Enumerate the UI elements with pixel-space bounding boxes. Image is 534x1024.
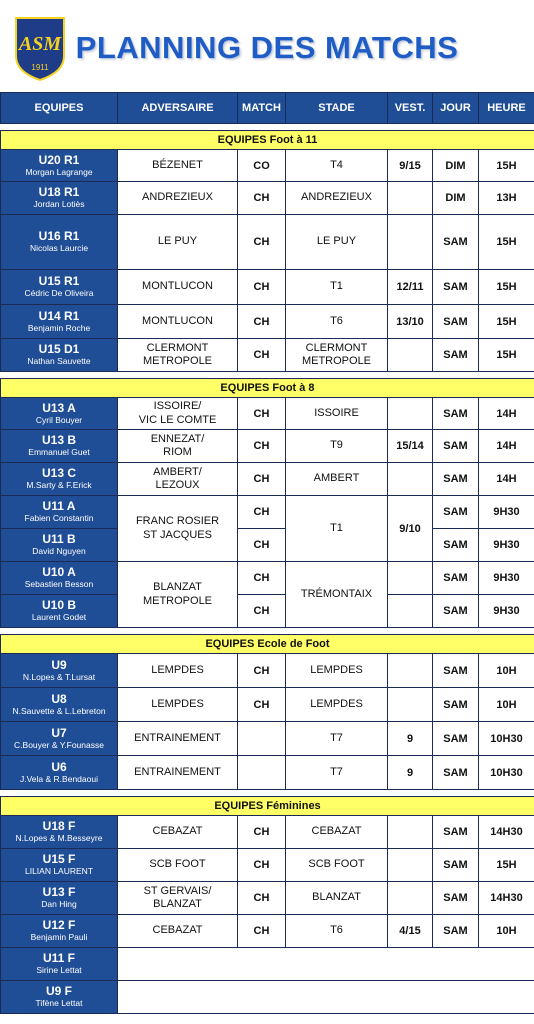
- match-type: CH: [238, 595, 286, 628]
- spacer: [1, 790, 534, 797]
- opponent-line: LEZOUX: [155, 479, 200, 491]
- opponent-cell: [118, 305, 238, 339]
- day-cell: SAM: [433, 562, 479, 595]
- opponent-cell: [118, 722, 238, 756]
- team-name: U10 B: [41, 598, 76, 613]
- team-cell: [1, 688, 118, 722]
- opponent-line: ST JACQUES: [143, 528, 212, 541]
- coach-name: N.Sauvette & L.Lebreton: [12, 705, 106, 716]
- stadium-line: T7: [330, 731, 343, 744]
- vest-cell: [388, 398, 433, 430]
- opponent-line: ENNEZAT/: [150, 432, 205, 445]
- opponent-cell: [118, 915, 238, 948]
- section-header: [1, 797, 534, 816]
- team-cell: [1, 270, 118, 305]
- stadium-line: T1: [330, 280, 343, 293]
- team-name: U11 B: [42, 532, 76, 547]
- table-row: [1, 150, 534, 182]
- team-name: U16 R1: [38, 229, 80, 244]
- vest-cell: 12/11: [388, 270, 433, 305]
- stadium-cell: [286, 215, 388, 270]
- vest-cell: [388, 595, 433, 628]
- col-match: MATCH: [238, 93, 286, 124]
- table-row: [1, 882, 534, 915]
- vest-cell: [388, 688, 433, 722]
- empty-cell: [118, 981, 534, 1014]
- page-header: [0, 0, 534, 92]
- day-cell: DIM: [433, 182, 479, 215]
- opponent-cell: [118, 496, 238, 562]
- opponent-line: MONTLUCON: [142, 314, 213, 327]
- spacer: [1, 372, 534, 379]
- match-type: CH: [238, 882, 286, 915]
- table-row: [1, 816, 534, 849]
- stadium-line: LEMPDES: [310, 697, 363, 710]
- coach-name: Benjamin Roche: [27, 322, 91, 333]
- match-type: CH: [238, 339, 286, 372]
- team-cell: [1, 849, 118, 882]
- stadium-line: BLANZAT: [312, 891, 361, 904]
- opponent-cell: [118, 849, 238, 882]
- table-row: [1, 595, 534, 628]
- team-name: U12 F: [42, 918, 76, 933]
- team-cell: [1, 722, 118, 756]
- opponent-line: METROPOLE: [142, 355, 213, 367]
- stadium-cell: [286, 562, 388, 628]
- stadium-line: LE PUY: [316, 235, 357, 248]
- table-row: [1, 182, 534, 215]
- team-cell: [1, 150, 118, 182]
- opponent-line: ISSOIRE/: [153, 400, 202, 413]
- opponent-line: BLANZAT: [153, 581, 202, 594]
- stadium-cell: [286, 496, 388, 562]
- opponent-cell: [118, 756, 238, 790]
- team-name: U13 A: [42, 400, 76, 415]
- opponent-line: ENTRAINEMENT: [134, 731, 221, 744]
- team-name: U6: [51, 759, 67, 774]
- opponent-cell: [118, 150, 238, 182]
- match-type: CH: [238, 688, 286, 722]
- team-cell: [1, 816, 118, 849]
- match-type: CH: [238, 305, 286, 339]
- time-cell: 9H30: [479, 595, 534, 628]
- coach-name: M.Sarty & F.Erick: [26, 480, 92, 491]
- section-title: EQUIPES Foot à 11: [1, 131, 534, 150]
- coach-name: Cyril Bouyer: [35, 414, 83, 425]
- coach-name: C.Bouyer & Y.Founasse: [14, 739, 104, 750]
- day-cell: SAM: [433, 915, 479, 948]
- opponent-cell: [118, 562, 238, 628]
- time-cell: 14H: [479, 463, 534, 496]
- stadium-line: T6: [330, 314, 343, 327]
- table-row: [1, 654, 534, 688]
- time-cell: 10H: [479, 654, 534, 688]
- team-name: U13 B: [41, 433, 76, 448]
- vest-cell: [388, 849, 433, 882]
- opponent-cell: [118, 688, 238, 722]
- table-row: [1, 756, 534, 790]
- vest-cell: [388, 463, 433, 496]
- stadium-cell: [286, 882, 388, 915]
- empty-cell: [118, 948, 534, 981]
- opponent-cell: [118, 430, 238, 463]
- stadium-cell: [286, 849, 388, 882]
- time-cell: 15H: [479, 339, 534, 372]
- stadium-cell: [286, 756, 388, 790]
- coach-name: Nathan Sauvette: [27, 356, 91, 367]
- stadium-cell: [286, 430, 388, 463]
- match-planning-table: [0, 92, 534, 1014]
- vest-cell: [388, 654, 433, 688]
- day-cell: SAM: [433, 756, 479, 790]
- stadium-cell: [286, 463, 388, 496]
- table-row: [1, 688, 534, 722]
- section-header: [1, 379, 534, 398]
- stadium-cell: [286, 305, 388, 339]
- table-row: [1, 305, 534, 339]
- team-cell: [1, 882, 118, 915]
- vest-cell: [388, 339, 433, 372]
- opponent-line: CEBAZAT: [152, 924, 203, 937]
- vest-cell: [388, 182, 433, 215]
- table-row: [1, 270, 534, 305]
- opponent-line: BLANZAT: [153, 898, 202, 910]
- opponent-line: MONTLUCON: [142, 280, 213, 293]
- team-name: U15 D1: [38, 342, 80, 357]
- team-name: U11 F: [42, 951, 75, 966]
- team-name: U10 A: [42, 565, 76, 580]
- coach-name: Benjamin Pauli: [30, 932, 88, 943]
- opponent-line: LE PUY: [157, 235, 198, 248]
- stadium-cell: [286, 915, 388, 948]
- opponent-cell: [118, 882, 238, 915]
- opponent-cell: [118, 654, 238, 688]
- day-cell: SAM: [433, 529, 479, 562]
- time-cell: 14H30: [479, 816, 534, 849]
- time-cell: 15H: [479, 215, 534, 270]
- opponent-line: CEBAZAT: [152, 825, 203, 838]
- time-cell: 15H: [479, 305, 534, 339]
- team-cell: [1, 654, 118, 688]
- time-cell: 14H30: [479, 882, 534, 915]
- stadium-line: CLERMONT: [305, 341, 368, 354]
- opponent-cell: [118, 398, 238, 430]
- vest-cell: 15/14: [388, 430, 433, 463]
- coach-name: David Nguyen: [32, 546, 86, 557]
- stadium-line: ANDREZIEUX: [301, 191, 372, 204]
- day-cell: SAM: [433, 215, 479, 270]
- opponent-line: LEMPDES: [151, 663, 204, 676]
- stadium-line: T7: [330, 765, 343, 778]
- time-cell: 14H: [479, 430, 534, 463]
- vest-cell: [388, 816, 433, 849]
- opponent-line: VIC LE COMTE: [138, 413, 217, 426]
- table-row: [1, 915, 534, 948]
- opponent-cell: [118, 339, 238, 372]
- team-cell: [1, 595, 118, 628]
- opponent-cell: [118, 182, 238, 215]
- coach-name: Cédric De Oliveira: [24, 288, 94, 299]
- opponent-line: ENTRAINEMENT: [134, 765, 221, 778]
- stadium-cell: [286, 398, 388, 430]
- stadium-cell: [286, 654, 388, 688]
- opponent-line: BÉZENET: [152, 158, 203, 171]
- table-row: [1, 981, 534, 1014]
- coach-name: N.Lopes & M.Besseyre: [15, 833, 103, 844]
- stadium-cell: [286, 339, 388, 372]
- stadium-line: T6: [330, 924, 343, 937]
- section-title: EQUIPES Féminines: [1, 797, 534, 816]
- team-cell: [1, 339, 118, 372]
- day-cell: SAM: [433, 816, 479, 849]
- day-cell: SAM: [433, 398, 479, 430]
- vest-cell: [388, 562, 433, 595]
- day-cell: SAM: [433, 496, 479, 529]
- opponent-cell: [118, 270, 238, 305]
- match-type: CH: [238, 915, 286, 948]
- opponent-cell: [118, 816, 238, 849]
- stadium-cell: [286, 182, 388, 215]
- match-type: [238, 756, 286, 790]
- match-type: CH: [238, 430, 286, 463]
- stadium-line: SCB FOOT: [308, 858, 365, 871]
- opponent-line: AMBERT/: [153, 465, 202, 478]
- match-type: CH: [238, 398, 286, 430]
- table-row: [1, 339, 534, 372]
- day-cell: DIM: [433, 150, 479, 182]
- team-cell: [1, 756, 118, 790]
- team-name: U18 F: [42, 819, 76, 834]
- col-equipes: EQUIPES: [1, 93, 118, 124]
- time-cell: 10H30: [479, 722, 534, 756]
- opponent-line: ANDREZIEUX: [142, 191, 213, 204]
- day-cell: SAM: [433, 882, 479, 915]
- stadium-line: T4: [330, 158, 343, 171]
- match-type: CH: [238, 270, 286, 305]
- team-cell: [1, 305, 118, 339]
- coach-name: N.Lopes & T.Lursat: [22, 671, 96, 682]
- vest-cell: [388, 882, 433, 915]
- time-cell: 9H30: [479, 562, 534, 595]
- coach-name: LILIAN LAURENT: [24, 866, 94, 877]
- match-type: CO: [238, 150, 286, 182]
- section-title: EQUIPES Foot à 8: [1, 379, 534, 398]
- opponent-line: METROPOLE: [142, 594, 213, 607]
- coach-name: Laurent Godet: [31, 612, 87, 623]
- team-name: U9: [51, 657, 67, 672]
- table-row: [1, 562, 534, 595]
- coach-name: Dan Hing: [41, 899, 77, 910]
- table-row: [1, 529, 534, 562]
- section-title: EQUIPES Ecole de Foot: [1, 635, 534, 654]
- day-cell: SAM: [433, 654, 479, 688]
- time-cell: 10H: [479, 915, 534, 948]
- match-type: CH: [238, 496, 286, 529]
- team-name: U20 R1: [38, 152, 80, 167]
- day-cell: SAM: [433, 339, 479, 372]
- day-cell: SAM: [433, 270, 479, 305]
- table-row: [1, 463, 534, 496]
- team-cell: [1, 915, 118, 948]
- match-type: CH: [238, 182, 286, 215]
- logo-year: 1911: [31, 63, 49, 72]
- stadium-line: T1: [330, 521, 343, 534]
- coach-name: Fabien Constantin: [24, 513, 94, 524]
- match-type: CH: [238, 562, 286, 595]
- time-cell: 9H30: [479, 529, 534, 562]
- team-name: U8: [51, 691, 67, 706]
- table-row: [1, 430, 534, 463]
- team-cell: [1, 215, 118, 270]
- team-name: U13 C: [41, 466, 76, 481]
- opponent-line: CLERMONT: [146, 341, 209, 354]
- col-jour: JOUR: [433, 93, 479, 124]
- section-header: [1, 635, 534, 654]
- coach-name: Jordan Lotiès: [33, 199, 85, 210]
- stadium-cell: [286, 722, 388, 756]
- team-name: U14 R1: [38, 308, 80, 323]
- stadium-line: LEMPDES: [310, 663, 363, 676]
- team-cell: [1, 430, 118, 463]
- stadium-line: CEBAZAT: [311, 825, 362, 838]
- table-row: [1, 948, 534, 981]
- team-name: U15 R1: [38, 274, 80, 289]
- opponent-cell: [118, 463, 238, 496]
- team-cell: [1, 496, 118, 529]
- coach-name: Emmanuel Guet: [28, 447, 90, 458]
- opponent-cell: [118, 215, 238, 270]
- day-cell: SAM: [433, 463, 479, 496]
- stadium-cell: [286, 688, 388, 722]
- vest-cell: 9/15: [388, 150, 433, 182]
- table-row: [1, 722, 534, 756]
- day-cell: SAM: [433, 688, 479, 722]
- table-row: [1, 398, 534, 430]
- vest-cell: 9: [388, 756, 433, 790]
- team-cell: [1, 981, 118, 1014]
- match-type: CH: [238, 463, 286, 496]
- team-cell: [1, 529, 118, 562]
- opponent-line: ST GERVAIS/: [143, 884, 212, 897]
- time-cell: 15H: [479, 270, 534, 305]
- vest-cell: 9: [388, 722, 433, 756]
- stadium-cell: [286, 270, 388, 305]
- stadium-cell: [286, 816, 388, 849]
- time-cell: 13H: [479, 182, 534, 215]
- stadium-cell: [286, 150, 388, 182]
- team-name: U18 R1: [38, 185, 80, 200]
- team-name: U7: [51, 725, 67, 740]
- stadium-line: TRÉMONTAIX: [300, 587, 373, 600]
- opponent-line: SCB FOOT: [149, 858, 206, 871]
- time-cell: 15H: [479, 849, 534, 882]
- logo-letters: ASM: [18, 33, 62, 55]
- opponent-line: FRANC ROSIER: [135, 515, 220, 528]
- time-cell: 15H: [479, 150, 534, 182]
- match-type: CH: [238, 529, 286, 562]
- day-cell: SAM: [433, 722, 479, 756]
- table-row: [1, 849, 534, 882]
- match-type: [238, 722, 286, 756]
- match-type: CH: [238, 654, 286, 688]
- vest-cell: 4/15: [388, 915, 433, 948]
- match-type: CH: [238, 849, 286, 882]
- time-cell: 10H: [479, 688, 534, 722]
- col-adversaire: ADVERSAIRE: [118, 93, 238, 124]
- team-name: U11 A: [42, 499, 76, 514]
- col-stade: STADE: [286, 93, 388, 124]
- opponent-line: RIOM: [163, 446, 192, 458]
- stadium-line: METROPOLE: [301, 355, 372, 367]
- team-name: U9 F: [45, 984, 72, 999]
- team-cell: [1, 948, 118, 981]
- team-cell: [1, 463, 118, 496]
- day-cell: SAM: [433, 595, 479, 628]
- column-header-row: [1, 93, 534, 124]
- time-cell: 9H30: [479, 496, 534, 529]
- col-heure: HEURE: [479, 93, 534, 124]
- col-vest: VEST.: [388, 93, 433, 124]
- vest-cell: [388, 215, 433, 270]
- time-cell: 10H30: [479, 756, 534, 790]
- vest-cell: 13/10: [388, 305, 433, 339]
- team-cell: [1, 398, 118, 430]
- page-title: PLANNING DES MATCHS: [75, 30, 459, 65]
- coach-name: Nicolas Laurcie: [29, 243, 89, 254]
- day-cell: SAM: [433, 305, 479, 339]
- coach-name: Tifène Lettat: [35, 998, 83, 1009]
- spacer: [1, 124, 534, 131]
- day-cell: SAM: [433, 849, 479, 882]
- coach-name: Sebastien Besson: [24, 579, 94, 590]
- coach-name: J.Vela & R.Bendaoui: [20, 773, 98, 784]
- spacer: [1, 628, 534, 635]
- day-cell: SAM: [433, 430, 479, 463]
- stadium-line: T9: [330, 439, 343, 452]
- vest-cell: 9/10: [388, 496, 433, 562]
- table-row: [1, 496, 534, 529]
- section-header: [1, 131, 534, 150]
- team-name: U13 F: [42, 885, 76, 900]
- coach-name: Sirine Lettat: [36, 965, 82, 976]
- coach-name: Morgan Lagrange: [25, 166, 93, 177]
- team-cell: [1, 562, 118, 595]
- match-type: CH: [238, 215, 286, 270]
- team-cell: [1, 182, 118, 215]
- table-row: [1, 215, 534, 270]
- stadium-line: ISSOIRE: [314, 406, 359, 419]
- opponent-line: LEMPDES: [151, 697, 204, 710]
- stadium-line: AMBERT: [313, 472, 360, 485]
- time-cell: 14H: [479, 398, 534, 430]
- match-type: CH: [238, 816, 286, 849]
- team-name: U15 F: [42, 852, 76, 867]
